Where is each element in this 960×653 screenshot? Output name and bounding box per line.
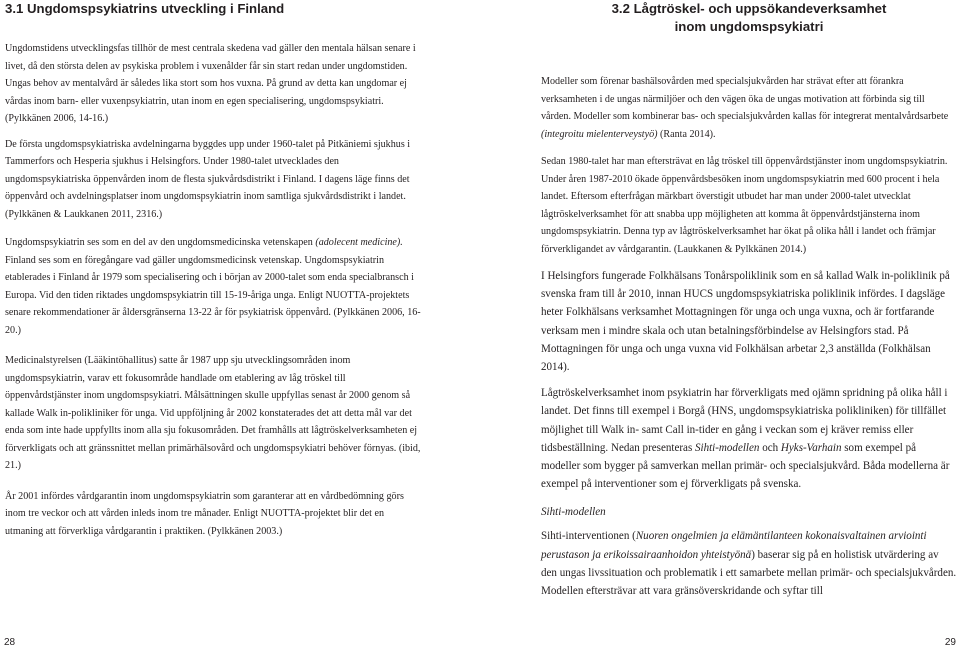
page-number-left: 28 xyxy=(4,637,16,648)
right-column xyxy=(541,0,957,600)
right-paragraph-5: Sihti-interventionen (Nuoren ongelmien ja elämäntilanteen kokonaisvaltainen arviointi perustason ja erikoissairaanhoidon yhteistyönä) baserar sig på en holistisk utvärdering av den ungas livssituation och problematik i ett samarbete mellan primär- och specialsjukvården. Modellen eftersträvar att vara gränsöverskridande och syftar till xyxy=(541,530,957,598)
right-paragraph-1: Modeller som förenar bashälsovården med specialsjukvården har strävat efter att förankra verksamheten i de ungas närmiljöer och den vägen öka de ungas motivation att förbinda sig till vården. Modeller som kombinerar bas- och specialsjukvården kallas för integrerat mentalvårdsarbete (integroitu mielenterveystyö) (Ranta 2014). xyxy=(541,76,949,140)
left-paragraph-4: Medicinalstyrelsen (Lääkintöhallitus) satte år 1987 upp sju utvecklingsområden inom ungdomspsykiatrin, varav ett fokusområde handlade om etablering av låg tröskel till öppenvårdstjänster inom ungdomspsykiatri. Målsättningen skulle uppfyllas senast år 2000 genom så kallade Walk in-polikliniker för unga. Vid uppföljning år 2002 konstaterades det att detta mål var det enda som inte hade uppfyllts inom alla sju fokusområden. Det framhålls att lågtröskelverksamheten ej förverkligats och att gränssnittet mellan primärhälsovård och ungdomspsykiatri behöver förnyas. (ibid, 21.) xyxy=(5,355,421,471)
section-heading-3-2 xyxy=(541,0,957,36)
left-paragraph-5: År 2001 infördes vårdgarantin inom ungdomspsykiatrin som garanterar att en vårdbedömning görs inom tre veckor och att vården inleds inom tre månader. Enligt NUOTTA-projektet blir det en utmaning att förverkliga vårdgarantin i praktiken. (Pylkkänen 2003.) xyxy=(5,490,404,537)
heading-line-1: 3.2 Lågtröskel- och uppsökandeverksamhet xyxy=(611,1,887,16)
right-paragraph-3: I Helsingfors fungerade Folkhälsans Tonårspoliklinik som en så kallad Walk in-poliklinik på svenska fram till år 2010, innan HUCS ungdomspsykiatriska poliklinik infördes. I dagsläge heter Folkhälsans verksamhet Mottagningen för unga och unga vuxna, och är fortfarande verksam men i mindre skala och utan betalningsförbindelse av Helsingfors stad. På Mottagningen för unga och unga vuxna vid Folkhälsan arbetar 2,3 anställda (Folkhälsan 2014). xyxy=(541,270,950,374)
left-paragraph-1: Ungdomstidens utvecklingsfas tillhör de mest centrala skedena vad gäller den mentala hälsan senare i livet, då den största delen av psykiska problem i vuxenålder får sin start redan under ungdomstiden. Ungas behov av mentalvård är således lika stort som hos vuxna. På grund av detta kan ungdomar ej vårdas inom barn- eller vuxenpsykiatrin, utan inom en egen specialisering, ungdomspsykiatri. (Pylkkänen 2006, 14-16.) xyxy=(5,43,416,124)
left-column xyxy=(5,0,421,540)
subheading-sihti: Sihti-modellen xyxy=(541,506,606,519)
heading-line-2: inom ungdomspsykiatri xyxy=(674,19,824,34)
section-heading-3-1: 3.1 Ungdomspsykiatrins utveckling i Finland xyxy=(5,1,285,16)
page-number-right: 29 xyxy=(944,637,956,648)
left-paragraph-3: Ungdomspsykiatrin ses som en del av den ungdomsmedicinska vetenskapen (adolecent medicine). Finland ses som en föregångare vad gäller ungdomsmedicinsk vetenskap. Ungdomspsykiatrin etablerades i Finland år 1979 som specialisering och i början av 2000-talet som enda specialbransch i Europa. Vid den tiden riktades ungdomspsykiatrin till 15-19-åriga unga. Enligt NUOTTA-projektets senare rekommendationer är åldersgränserna 13-22 år för psykiatrisk öppenvård. (Pylkkänen 2006, 16-20.) xyxy=(5,237,421,336)
left-paragraph-2: De första ungdomspsykiatriska avdelningarna byggdes upp under 1960-talet på Pitkäniemi sjukhus i Tammerfors och Hesperia sjukhus i Helsingfors. Under 1980-talet utvecklades den ungdomspsykiatriska öppenvården inom de flesta sjukvårdsdistrikt i Finland. I dagens läge finns det öppenvård och avdelningsplatser inom ungdomspsykiatrin inom samtliga sjukvårdsdistrikt i landet. (Pylkkänen & Laukkanen 2011, 2316.) xyxy=(5,138,411,220)
right-paragraph-4: Lågtröskelverksamhet inom psykiatrin har förverkligats med ojämn spridning på olika håll i landet. Det finns till exempel i Borgå (HNS, ungdomspsykiatriska polikliniken) för tillfället möjlighet till Walk in- samt Call in-tider en gång i veckan som ej kräver remiss eller tidsbeställning. Nedan presenteras Sihti-modellen och Hyks-Varhain som exempel på modeller som bygger på samverkan mellan primär- och specialsjukvård. Båda modellerna är exempel på interventioner som ej förverkligats på svenska. xyxy=(541,387,950,491)
right-paragraph-2: Sedan 1980-talet har man eftersträvat en låg tröskel till öppenvårdstjänster inom ungdomspsykiatrin. Under åren 1987-2010 ökade öppenvårdsbesöken inom ungdomspsykiatrin med 600 procent i hela landet. Eftersom efterfrågan märkbart överstigit utbudet har man under 2000-talet utvecklat lågtröskelverksamhet för att snabba upp möjligheten att komma åt öppenvårdstjänsterna inom ungdomspsykiatrin. Denna typ av lågtröskelverksamhet har ökat på olika håll i landet och främjar förverkligandet av vårdgarantin. (Laukkanen & Pylkkänen 2014.) xyxy=(541,156,948,255)
